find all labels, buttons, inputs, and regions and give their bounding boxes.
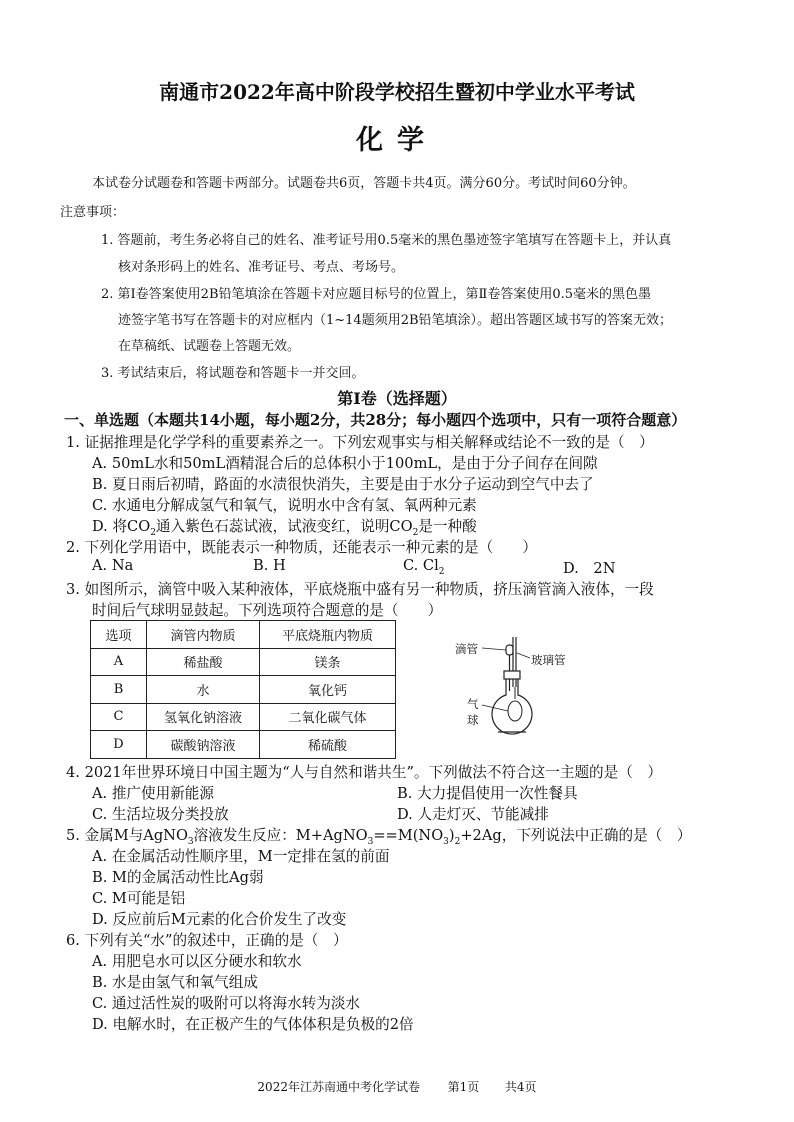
table-cell: 稀盐酸: [147, 648, 260, 676]
question-5-option-a: A. 在金属活动性顺序里，M一定排在氢的前面: [92, 848, 390, 865]
footer-exam-name: 2022年江苏南通中考化学试卷: [257, 1080, 420, 1094]
table-cell: C: [91, 703, 147, 731]
question-1-option-b: B. 夏日雨后初晴，路面的水渍很快消失，主要是由于水分子运动到空气中去了: [92, 476, 594, 493]
question-5-option-c: C. M可能是铝: [92, 890, 186, 907]
notice-line: 核对条形码上的姓名、准考证号、考点、考场号。: [118, 260, 405, 275]
subject-title: 化学: [356, 125, 438, 156]
table-header-row: [91, 621, 396, 649]
table-header-cell: 滴管内物质: [147, 621, 260, 649]
exam-title: 南通市2022年高中阶段学校招生暨初中学业水平考试: [159, 80, 635, 104]
question-6-stem: 6. 下列有关“水”的叙述中，正确的是（ ）: [66, 932, 348, 949]
notice-line: 1. 答题前，考生务必将自己的姓名、准考证号用0.5毫米的黑色墨迹签字笔填写在答题卡上，并认真: [101, 233, 672, 248]
table-header-cell: 选项: [91, 621, 147, 649]
question-4-option-c: C. 生活垃圾分类投放: [92, 806, 229, 823]
figure-label-glass-tube: 玻璃管: [531, 653, 566, 667]
question-6-option-c: C. 通过活性炭的吸附可以将海水转为淡水: [92, 995, 361, 1012]
dropper-icon: [506, 645, 513, 691]
page-footer: [0, 1078, 794, 1095]
table-row: [91, 731, 396, 759]
question-5-option-b: B. M的金属活动性比Ag弱: [92, 869, 264, 886]
question-3-table: [90, 620, 396, 759]
table-cell: 水: [147, 676, 260, 704]
table-cell: 碳酸钠溶液: [147, 731, 260, 759]
question-6-option-a: A. 用肥皂水可以区分硬水和软水: [92, 953, 302, 970]
table-cell: 稀硫酸: [260, 731, 396, 759]
question-5-option-d: D. 反应前后M元素的化合价发生了改变: [92, 911, 347, 928]
table-cell: 二氧化碳气体: [260, 703, 396, 731]
question-3-stem-cont: 时间后气球明显鼓起。下列选项符合题意的是（ ）: [92, 602, 443, 619]
question-3-stem: 3. 如图所示，滴管中吸入某种液体，平底烧瓶中盛有另一种物质，挤压滴管滴入液体，一段: [66, 581, 654, 598]
question-6-option-b: B. 水是由氢气和氧气组成: [92, 974, 258, 991]
notice-line: 在草稿纸、试题卷上答题无效。: [118, 339, 301, 354]
question-2-option-a: A. Na: [92, 557, 134, 574]
figure-label-balloon-2: 球: [467, 713, 479, 727]
notice-line: 迹签字笔书写在答题卡的对应框内（1~14题须用2B铅笔填涂）。超出答题区域书写的答案无效；: [118, 313, 673, 328]
table-row: [91, 648, 396, 676]
section-title: 第Ⅰ卷（选择题）: [337, 389, 457, 408]
table-cell: 氢氧化钠溶液: [147, 703, 260, 731]
question-2-stem: 2. 下列化学用语中，既能表示一种物质，还能表示一种元素的是（ ）: [66, 539, 537, 556]
table-row: [91, 676, 396, 704]
notice-line: 3. 考试结束后，将试题卷和答题卡一并交回。: [101, 366, 365, 381]
notice-line: 2. 第Ⅰ卷答案使用2B铅笔填涂在答题卡对应题目标号的位置上，第Ⅱ卷答案使用0.5毫米的黑色墨: [101, 287, 652, 302]
figure-label-balloon-1: 气: [467, 697, 479, 711]
question-1-option-c: C. 水通电分解成氢气和氧气，说明水中含有氢、氧两种元素: [92, 497, 477, 514]
question-2-option-d: D. 2N: [563, 560, 616, 577]
question-4-option-d: D. 人走灯灭、节能减排: [397, 806, 549, 823]
question-1-option-a: A. 50mL水和50mL酒精混合后的总体积小于100mL，是由于分子间存在间隙: [92, 455, 598, 472]
question-2-option-b: B. H: [253, 557, 286, 574]
notice-heading: 注意事项：: [60, 205, 126, 220]
question-4-stem: 4. 2021年世界环境日中国主题为“人与自然和谐共生”。下列做法不符合这一主题的是（ ）: [66, 764, 663, 781]
question-1-option-d: D. 将$CO_2$通入紫色石蕊试液，试液变红，说明$CO_2$是一种酸: [92, 518, 477, 538]
question-5-stem: 5. 金属M与AgNO$_3$溶液发生反应：$M+AgNO_3==M(NO_3)_2+2Ag$，下列说法中正确的是（ ）: [66, 827, 692, 847]
table-cell: A: [91, 648, 147, 676]
table-cell: 镁条: [260, 648, 396, 676]
figure-label-dropper: 滴管: [455, 642, 478, 656]
table-cell: 氧化钙: [260, 676, 396, 704]
question-4-option-b: B. 大力提倡使用一次性餐具: [397, 785, 578, 802]
section-part-heading: 一、单选题（本题共14小题，每小题2分，共28分；每小题四个选项中，只有一项符合题意）: [64, 411, 687, 429]
question-2-option-c: C. $Cl_2$: [403, 557, 445, 577]
exam-intro: 本试卷分试题卷和答题卡两部分。试题卷共6页，答题卡共4页。满分60分。考试时间60分钟。: [92, 176, 636, 191]
table-cell: B: [91, 676, 147, 704]
footer-total-pages: 共4页: [504, 1080, 537, 1094]
footer-page-number: 第1页: [447, 1080, 480, 1094]
table-row: [91, 703, 396, 731]
question-4-option-a: A. 推广使用新能源: [92, 785, 214, 802]
balloon-icon: [508, 687, 522, 721]
table-cell: D: [91, 731, 147, 759]
question-1-stem: 1. 证据推理是化学学科的重要素养之一。下列宏观事实与相关解释或结论不一致的是（ ）: [66, 434, 654, 451]
question-6-option-d: D. 电解水时，在正极产生的气体体积是负极的2倍: [92, 1016, 414, 1033]
table-header-cell: 平底烧瓶内物质: [260, 621, 396, 649]
